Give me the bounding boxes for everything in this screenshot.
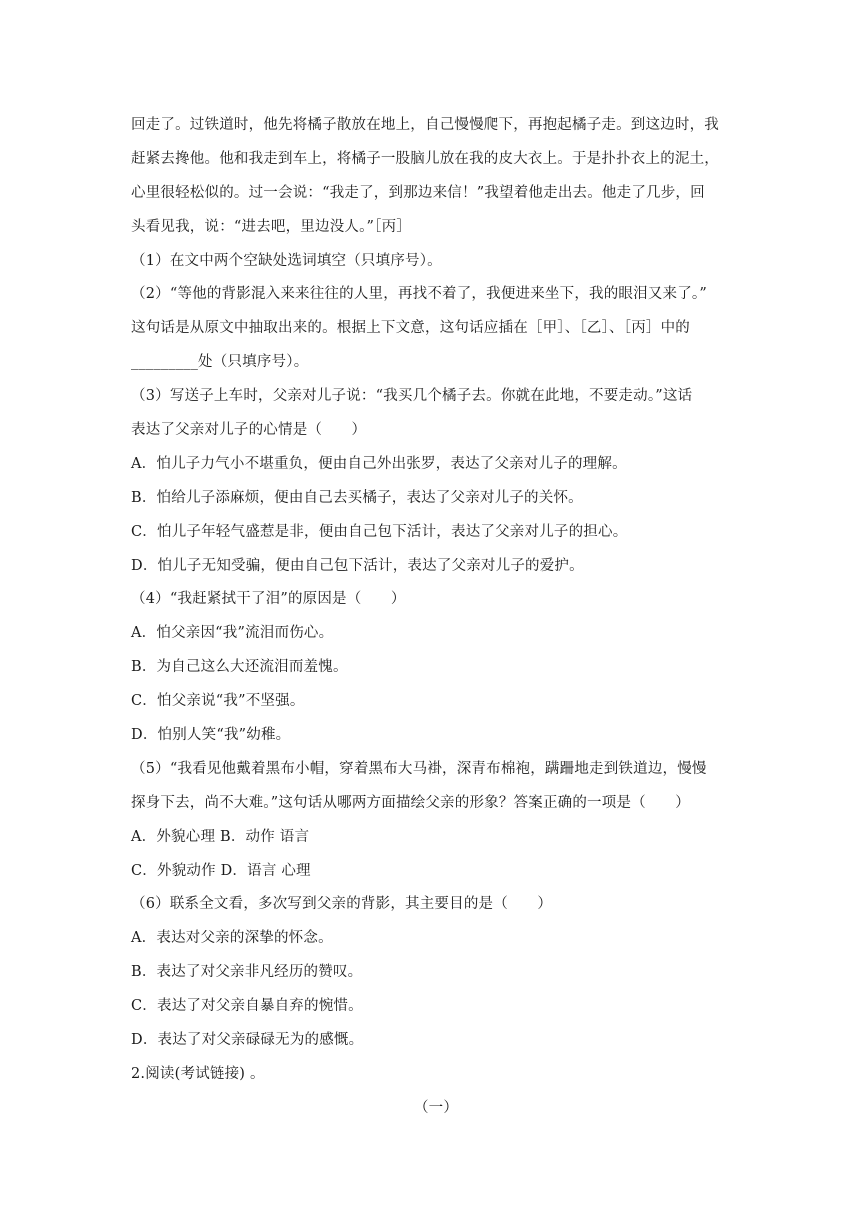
option-c: C．表达了对父亲自暴自弃的惋惜。 xyxy=(131,998,363,1015)
option-c: C．怕儿子年轻气盛惹是非，便由自己包下活计，表达了父亲对儿子的担心。 xyxy=(131,523,628,540)
question-2-line: _________处（只填序号）。 xyxy=(131,354,309,371)
question-6-stem: （6）联系全文看，多次写到父亲的背影，其主要目的是（ ） xyxy=(131,896,553,913)
option-d: D．怕别人笑“我”幼稚。 xyxy=(131,727,291,744)
passage-line: 赶紧去搀他。他和我走到车上，将橘子一股脑儿放在我的皮大衣上。于是扑扑衣上的泥土， xyxy=(131,150,719,167)
question-6 xyxy=(131,888,741,1057)
question-2 xyxy=(131,278,741,380)
option-d: D．怕儿子无知受骗，便由自己包下活计，表达了父亲对儿子的爱护。 xyxy=(131,557,584,574)
question-3 xyxy=(131,380,741,583)
subsection-heading: （一） xyxy=(413,1099,459,1116)
option-cd: C．外貌动作 D．语言 心理 xyxy=(131,862,311,879)
passage-line: 回走了。过铁道时，他先将橘子散放在地上，自己慢慢爬下，再抱起橘子走。到这边时，我 xyxy=(131,117,719,133)
question-5 xyxy=(131,753,741,889)
option-b: B．为自己这么大还流泪而羞愧。 xyxy=(131,659,348,676)
question-2-line: （2）“等他的背影混入来来往往的人里，再找不着了，我便进来坐下，我的眼泪又来了。” xyxy=(131,286,707,303)
question-4 xyxy=(131,583,741,752)
document-content xyxy=(131,109,741,1126)
question-2-line: 这句话是从原文中抽取出来的。根据上下文意，这句话应插在［甲］、［乙］、［丙］中的 xyxy=(131,320,690,337)
question-5-stem: （5）“我看见他戴着黑布小帽，穿着黑布大马褂，深青布棉袍，蹒跚地走到铁道边，慢慢 xyxy=(131,760,707,777)
passage-excerpt xyxy=(131,109,741,245)
option-d: D．表达了对父亲碌碌无为的感慨。 xyxy=(131,1032,364,1049)
option-ab: A．外貌心理 B．动作 语言 xyxy=(131,828,310,845)
option-a: A．怕儿子力气小不堪重负，便由自己外出张罗，表达了父亲对儿子的理解。 xyxy=(131,455,627,472)
question-3-stem: 表达了父亲对儿子的心情是（ ） xyxy=(131,422,367,439)
question-4-stem: （4）“我赶紧拭干了泪”的原因是（ ） xyxy=(131,591,406,608)
passage-line: 心里很轻松似的。过一会说：“我走了，到那边来信！”我望着他走出去。他走了几步，回 xyxy=(131,184,705,201)
option-a: A．表达对父亲的深挚的怀念。 xyxy=(131,930,333,947)
section-2-heading: 2.阅读(考试链接) 。 xyxy=(131,1065,265,1082)
option-b: B．怕给儿子添麻烦，便由自己去买橘子，表达了父亲对儿子的关怀。 xyxy=(131,489,583,506)
question-5-stem: 探身下去，尚不大难。”这句话从哪两方面描绘父亲的形象？答案正确的一项是（ ） xyxy=(131,794,690,811)
option-c: C．怕父亲说“我”不坚强。 xyxy=(131,693,305,710)
passage-line: 头看见我，说：“进去吧，里边没人。”［丙］ xyxy=(131,218,412,235)
question-1: （1）在文中两个空缺处选词填空（只填序号）。 xyxy=(131,252,442,269)
option-b: B．表达了对父亲非凡经历的赞叹。 xyxy=(131,964,363,981)
question-3-stem: （3）写送子上车时，父亲对儿子说：“我买几个橘子去。你就在此地，不要走动。”这话 xyxy=(131,388,693,405)
option-a: A．怕父亲因“我”流泪而伤心。 xyxy=(131,625,334,642)
